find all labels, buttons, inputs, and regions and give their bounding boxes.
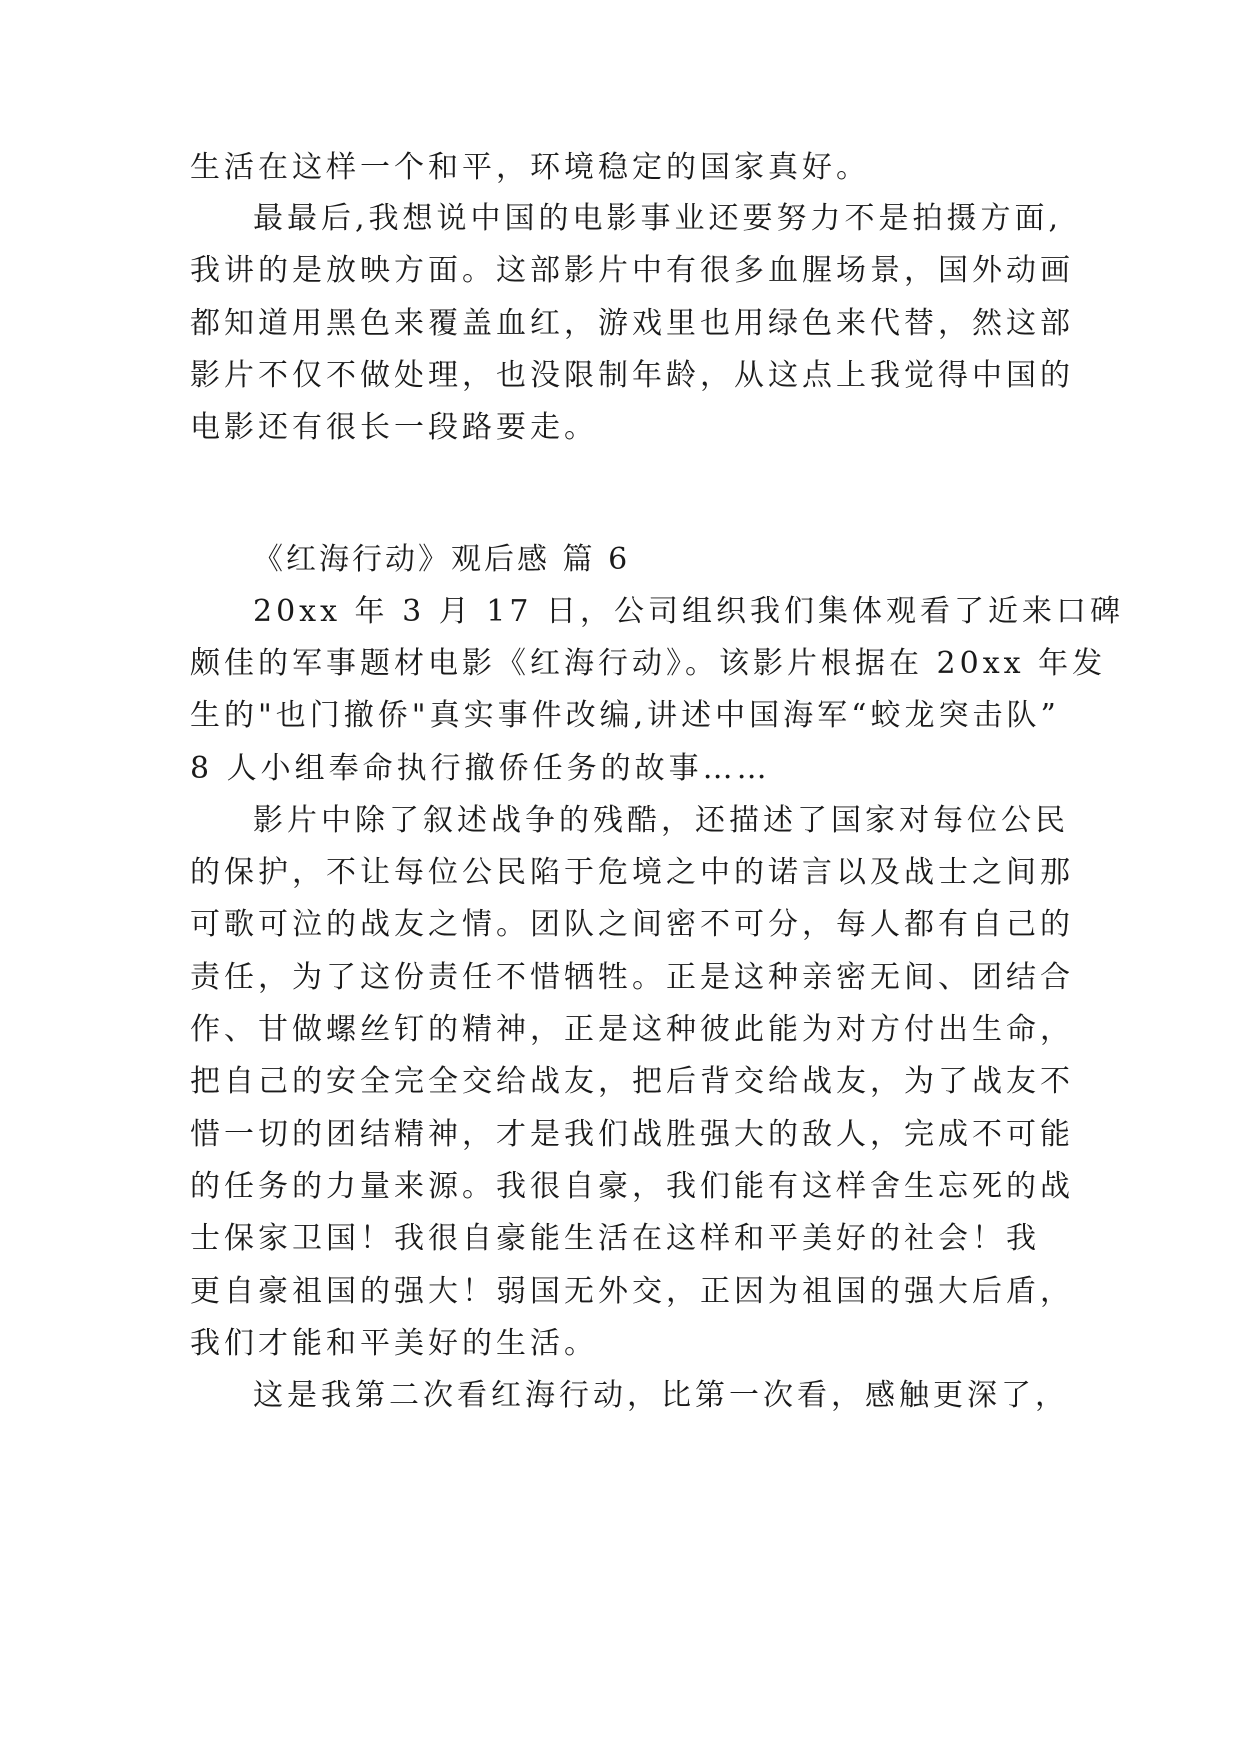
paragraph-line: 8 人小组奉命执行撤侨任务的故事…… (190, 751, 771, 786)
paragraph-line: 士保家卫国！我很自豪能生活在这样和平美好的社会！我 (190, 1221, 1040, 1256)
paragraph-line: 惜一切的团结精神，才是我们战胜强大的敌人，完成不可能 (190, 1117, 1074, 1152)
paragraph-line: 20xx 年 3 月 17 日，公司组织我们集体观看了近来口碑 (253, 594, 1124, 629)
paragraph-line: 更自豪祖国的强大！弱国无外交，正因为祖国的强大后盾， (190, 1274, 1074, 1309)
paragraph-line: 影片中除了叙述战争的残酷，还描述了国家对每位公民 (253, 803, 1069, 838)
paragraph-line: 生的"也门撤侨"真实事件改编,讲述中国海军“蛟龙突击队” (190, 698, 1060, 733)
paragraph-line: 这是我第二次看红海行动，比第一次看，感触更深了， (253, 1378, 1069, 1413)
paragraph-line: 影片不仅不做处理，也没限制年龄，从这点上我觉得中国的 (190, 358, 1074, 393)
paragraph-line: 生活在这样一个和平，环境稳定的国家真好。 (190, 150, 870, 185)
paragraph-line: 我们才能和平美好的生活。 (190, 1326, 598, 1361)
paragraph-line: 的保护，不让每位公民陷于危境之中的诺言以及战士之间那 (190, 855, 1074, 890)
paragraph-line: 我讲的是放映方面。这部影片中有很多血腥场景，国外动画 (190, 253, 1074, 288)
paragraph-line: 作、甘做螺丝钉的精神，正是这种彼此能为对方付出生命， (190, 1012, 1074, 1047)
paragraph-line: 把自己的安全完全交给战友，把后背交给战友，为了战友不 (190, 1064, 1074, 1099)
paragraph-line: 颇佳的军事题材电影《红海行动》。该影片根据在 20xx 年发 (190, 646, 1107, 681)
paragraph-line: 电影还有很长一段路要走。 (190, 410, 598, 445)
paragraph-line: 的任务的力量来源。我很自豪，我们能有这样舍生忘死的战 (190, 1169, 1074, 1204)
paragraph-line: 可歌可泣的战友之情。团队之间密不可分，每人都有自己的 (190, 907, 1074, 942)
paragraph-line: 最最后,我想说中国的电影事业还要努力不是拍摄方面, (253, 201, 1063, 236)
paragraph-line: 责任，为了这份责任不惜牺牲。正是这种亲密无间、团结合 (190, 960, 1074, 995)
section-heading: 《红海行动》观后感 篇 6 (253, 542, 631, 577)
paragraph-line: 都知道用黑色来覆盖血红，游戏里也用绿色来代替，然这部 (190, 306, 1074, 341)
